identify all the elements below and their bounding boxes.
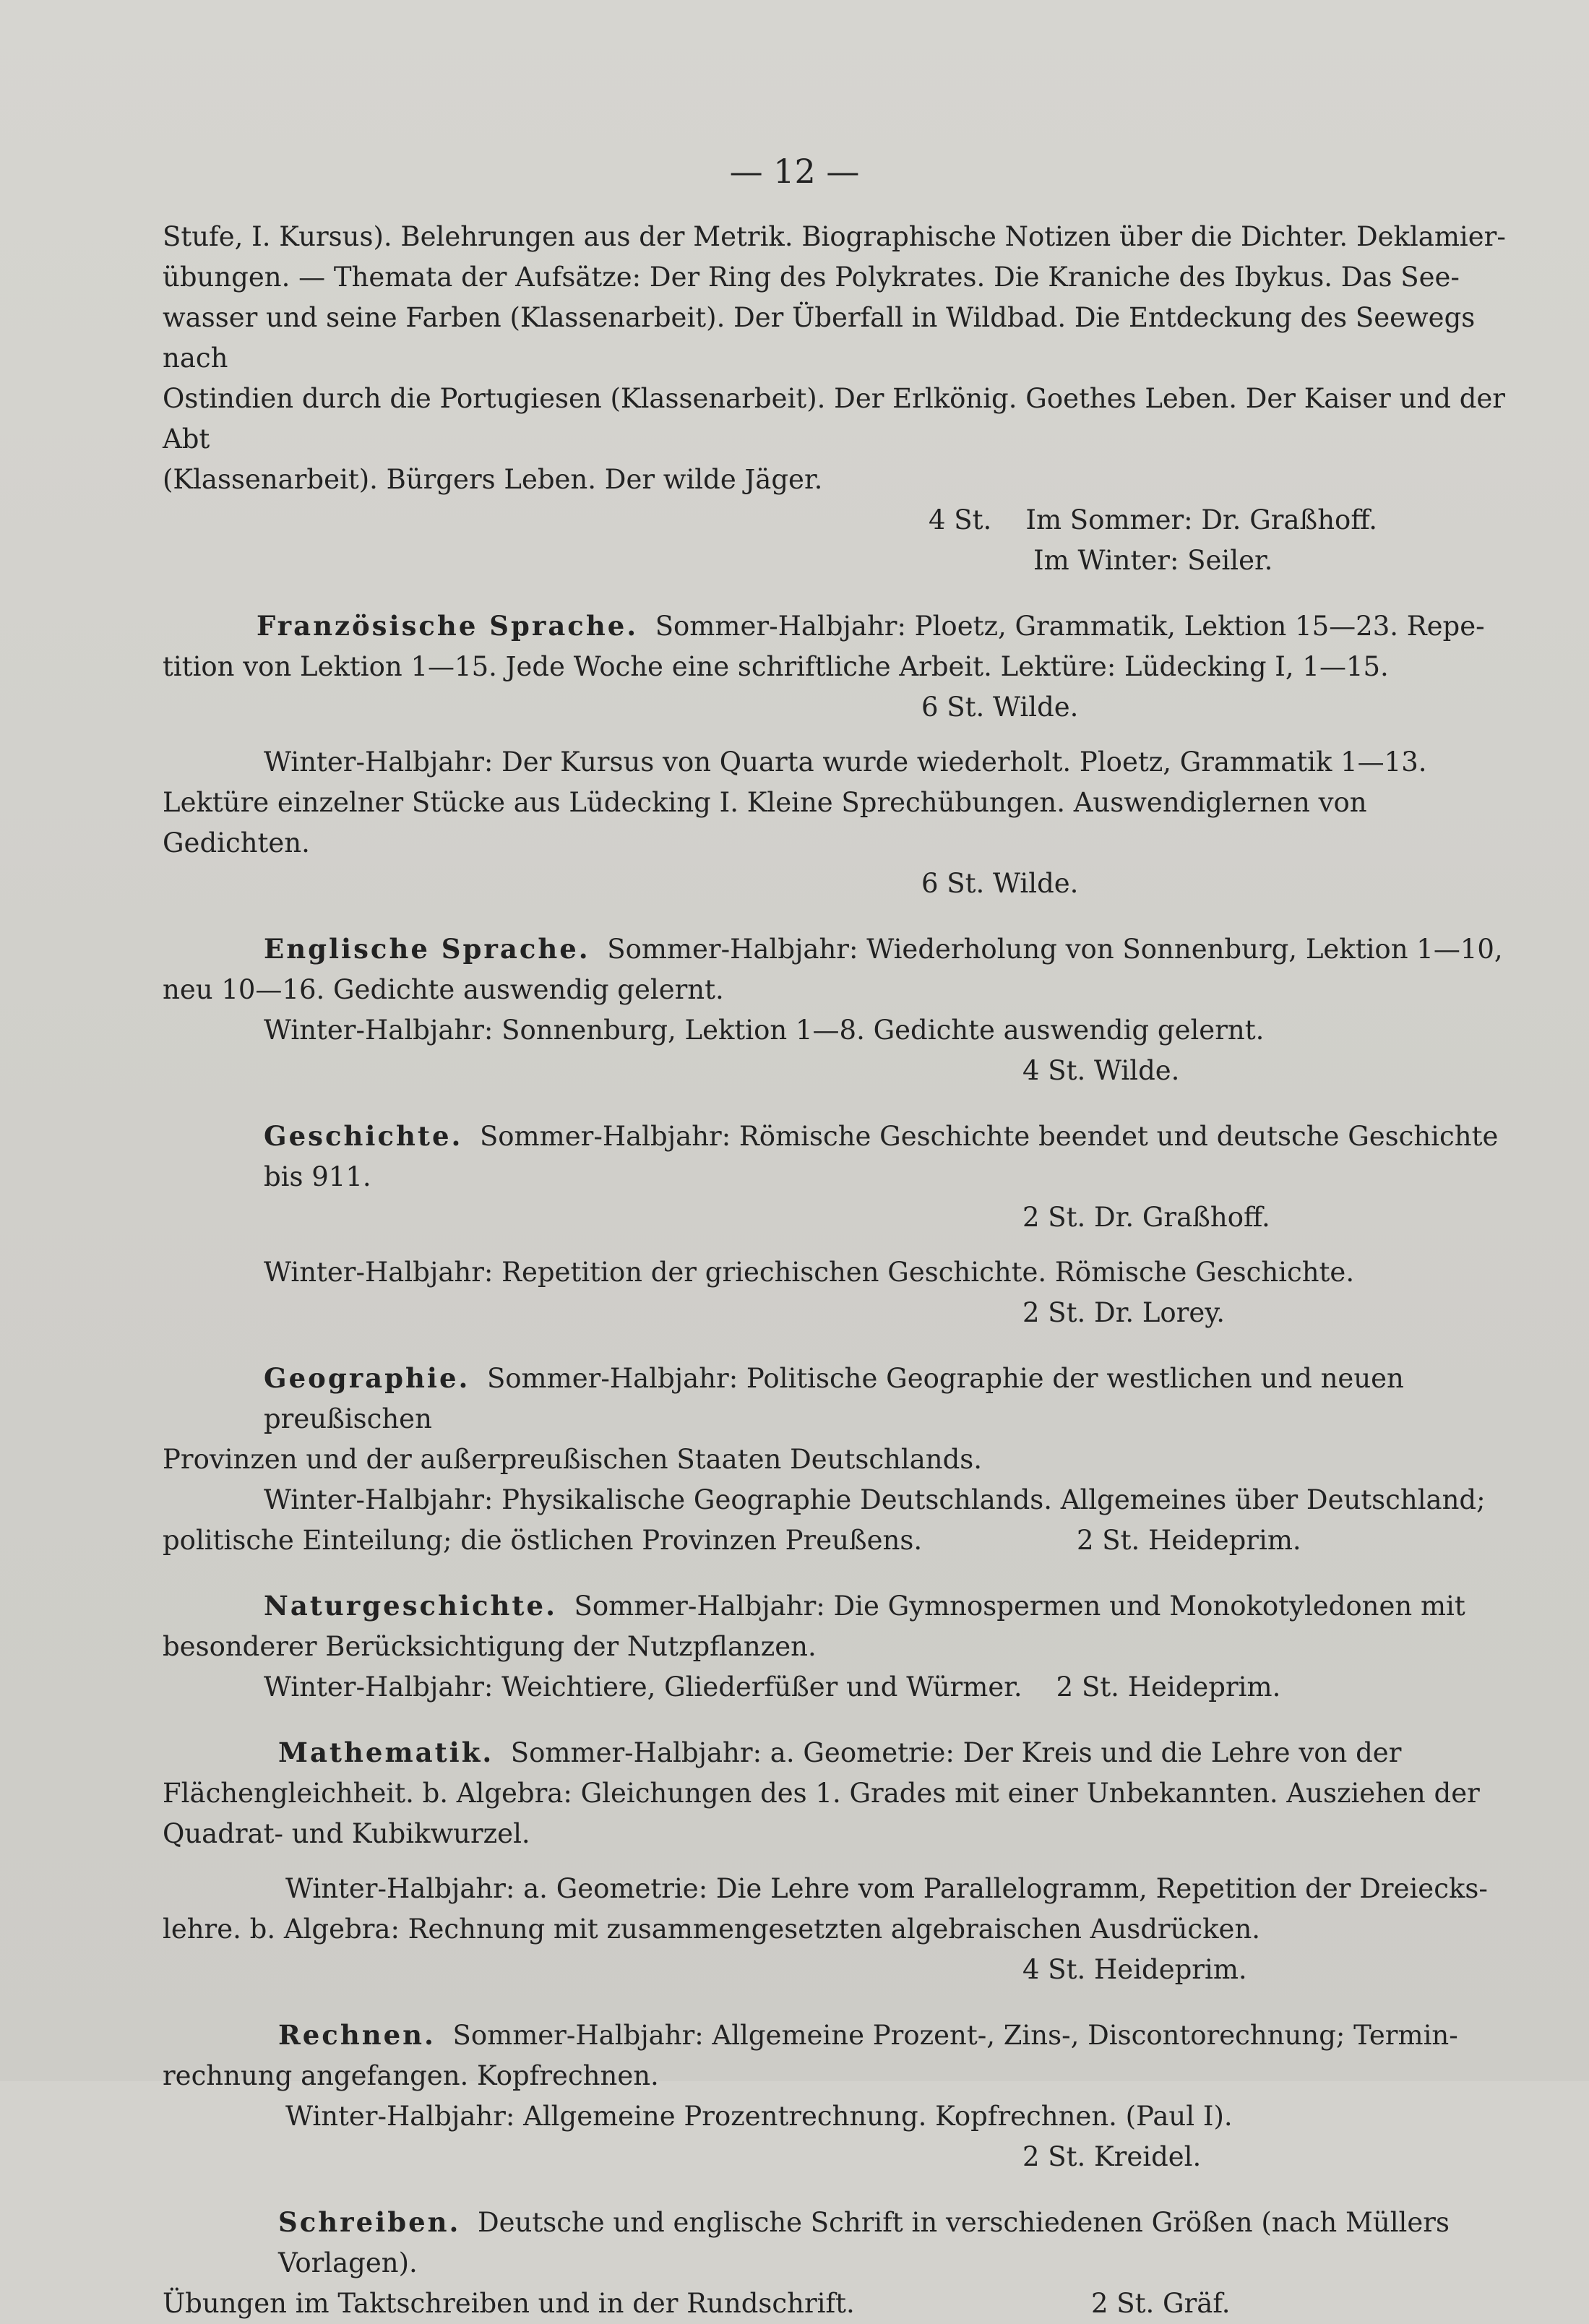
schreiben-line-row xyxy=(163,2284,1507,2324)
deutsch-line-5: (Klassenarbeit). Bürgers Leben. Der wilde Jäger. xyxy=(163,464,823,495)
naturgeschichte-winter-row xyxy=(163,1667,1507,1708)
rechnen-sign: 2 St. Kreidel. xyxy=(1022,2141,1202,2172)
mathematik-text-1: Sommer-Halbjahr: a. Geometrie: Der Kreis und die Lehre von der xyxy=(510,1737,1402,1768)
rechnen-line-1 xyxy=(163,2015,1507,2056)
schreiben-line-2: Übungen im Taktschreiben und in der Rundschrift. xyxy=(163,2288,855,2319)
naturgeschichte-winter-1: Winter-Halbjahr: Weichtiere, Gliederfüßer und Würmer. xyxy=(264,1671,1022,1703)
rechnen-text-1: Sommer-Halbjahr: Allgemeine Prozent-, Zins-, Discontorechnung; Termin- xyxy=(452,2020,1458,2051)
deutsch-line-3: wasser und seine Farben (Klassenarbeit). Der Überfall in Wildbad. Die Entdeckung des Seewegs nach xyxy=(163,302,1476,374)
englisch-heading: Englische Sprache. xyxy=(264,933,590,965)
page-number: — 12 — xyxy=(729,152,860,191)
section-franzoesisch xyxy=(163,606,1507,904)
mathematik-heading: Mathematik. xyxy=(278,1736,494,1768)
franzoesisch-text-1: Sommer-Halbjahr: Ploetz, Grammatik, Lektion 15—23. Repe- xyxy=(655,611,1485,642)
geschichte-line-1 xyxy=(163,1116,1507,1197)
section-englisch xyxy=(163,929,1507,1091)
geschichte-sign-2: 2 St. Dr. Lorey. xyxy=(1022,1297,1226,1328)
section-geschichte xyxy=(163,1116,1507,1333)
section-deutsch xyxy=(163,217,1507,581)
franzoesisch-heading: Französische Sprache. xyxy=(257,610,639,642)
naturgeschichte-line-1 xyxy=(163,1585,1507,1627)
naturgeschichte-sign: 2 St. Heideprim. xyxy=(1056,1671,1281,1703)
geschichte-sign-1: 2 St. Dr. Graßhoff. xyxy=(1022,1202,1270,1233)
englisch-text-1: Sommer-Halbjahr: Wiederholung von Sonnenburg, Lektion 1—10, xyxy=(607,934,1503,965)
geschichte-winter-1: Winter-Halbjahr: Repetition der griechischen Geschichte. Römische Geschichte. xyxy=(264,1257,1355,1288)
englisch-line-1 xyxy=(163,929,1507,970)
naturgeschichte-heading: Naturgeschichte. xyxy=(264,1590,557,1622)
mathematik-line-1 xyxy=(163,1732,1507,1773)
section-schreiben xyxy=(163,2202,1507,2324)
deutsch-line-2: übungen. — Themata der Aufsätze: Der Ring des Polykrates. Die Kraniche des Ibykus. Das See- xyxy=(163,262,1460,293)
franzoesisch-line-1 xyxy=(163,606,1507,647)
page-content xyxy=(163,217,1507,2324)
mathematik-winter-2: lehre. b. Algebra: Rechnung mit zusammengesetzten algebraischen Ausdrücken. xyxy=(163,1914,1261,1945)
deutsch-teacher-1: Im Sommer: Dr. Graßhoff. xyxy=(1025,504,1378,535)
englisch-line-2: neu 10—16. Gedichte auswendig gelernt. xyxy=(163,974,724,1005)
schreiben-line-1 xyxy=(163,2202,1507,2284)
naturgeschichte-text-1: Sommer-Halbjahr: Die Gymnospermen und Monokotyledonen mit xyxy=(574,1591,1465,1622)
deutsch-hours: 4 St. xyxy=(929,504,992,535)
franzoesisch-line-2: tition von Lektion 1—15. Jede Woche eine schriftliche Arbeit. Lektüre: Lüdecking I, 1—15. xyxy=(163,651,1389,682)
geschichte-heading: Geschichte. xyxy=(264,1120,463,1152)
deutsch-line-1: Stufe, I. Kursus). Belehrungen aus der Metrik. Biographische Notizen über die Dichter. Deklamier- xyxy=(163,221,1506,252)
franzoesisch-sign-1: 6 St. Wilde. xyxy=(921,692,1079,723)
deutsch-teacher-summer xyxy=(163,500,1507,541)
section-geographie xyxy=(163,1358,1507,1561)
geographie-winter-2: politische Einteilung; die östlichen Provinzen Preußens. xyxy=(163,1525,923,1556)
franzoesisch-winter-1: Winter-Halbjahr: Der Kursus von Quarta wurde wiederholt. Ploetz, Grammatik 1—13. xyxy=(264,746,1427,778)
rechnen-line-2: rechnung angefangen. Kopfrechnen. xyxy=(163,2060,659,2091)
schreiben-heading: Schreiben. xyxy=(278,2206,461,2238)
section-naturgeschichte xyxy=(163,1585,1507,1708)
mathematik-line-3: Quadrat- und Kubikwurzel. xyxy=(163,1818,530,1849)
mathematik-line-2: Flächengleichheit. b. Algebra: Gleichungen des 1. Grades mit einer Unbekannten. Ausziehen der xyxy=(163,1778,1480,1809)
geographie-line-1 xyxy=(163,1358,1507,1439)
mathematik-sign: 4 St. Heideprim. xyxy=(1022,1954,1247,1985)
schreiben-text-1: Deutsche und englische Schrift in verschiedenen Größen (nach Müllers Vorlagen). xyxy=(278,2207,1450,2278)
section-mathematik xyxy=(163,1732,1507,1990)
franzoesisch-sign-2: 6 St. Wilde. xyxy=(921,868,1079,899)
geographie-line-2: Provinzen und der außerpreußischen Staaten Deutschlands. xyxy=(163,1444,983,1475)
geographie-heading: Geographie. xyxy=(264,1362,470,1394)
rechnen-heading: Rechnen. xyxy=(278,2019,436,2051)
englisch-winter-1: Winter-Halbjahr: Sonnenburg, Lektion 1—8. Gedichte auswendig gelernt. xyxy=(264,1015,1265,1046)
geographie-winter-row xyxy=(163,1520,1507,1561)
englisch-sign: 4 St. Wilde. xyxy=(1022,1055,1180,1086)
geographie-text-1: Sommer-Halbjahr: Politische Geographie der westlichen und neuen preußischen xyxy=(264,1363,1404,1434)
geographie-sign: 2 St. Heideprim. xyxy=(1077,1525,1301,1556)
geographie-winter-1: Winter-Halbjahr: Physikalische Geographie Deutschlands. Allgemeines über Deutschland; xyxy=(264,1484,1486,1515)
deutsch-line-4: Ostindien durch die Portugiesen (Klassenarbeit). Der Erlkönig. Goethes Leben. Der Kaiser und der Abt xyxy=(163,383,1505,455)
geschichte-text-1: Sommer-Halbjahr: Römische Geschichte beendet und deutsche Geschichte bis 911. xyxy=(264,1121,1499,1192)
mathematik-winter-1: Winter-Halbjahr: a. Geometrie: Die Lehre vom Parallelogramm, Repetition der Dreiecks- xyxy=(285,1873,1488,1904)
section-rechnen xyxy=(163,2015,1507,2177)
franzoesisch-winter-2: Lektüre einzelner Stücke aus Lüdecking I. Kleine Sprechübungen. Auswendiglernen von Gedichten. xyxy=(163,787,1367,858)
schreiben-sign: 2 St. Gräf. xyxy=(1091,2288,1231,2319)
rechnen-winter-1: Winter-Halbjahr: Allgemeine Prozentrechnung. Kopfrechnen. (Paul I). xyxy=(285,2101,1233,2132)
naturgeschichte-line-2: besonderer Berücksichtigung der Nutzpflanzen. xyxy=(163,1631,817,1662)
deutsch-teacher-2: Im Winter: Seiler. xyxy=(1033,545,1273,576)
